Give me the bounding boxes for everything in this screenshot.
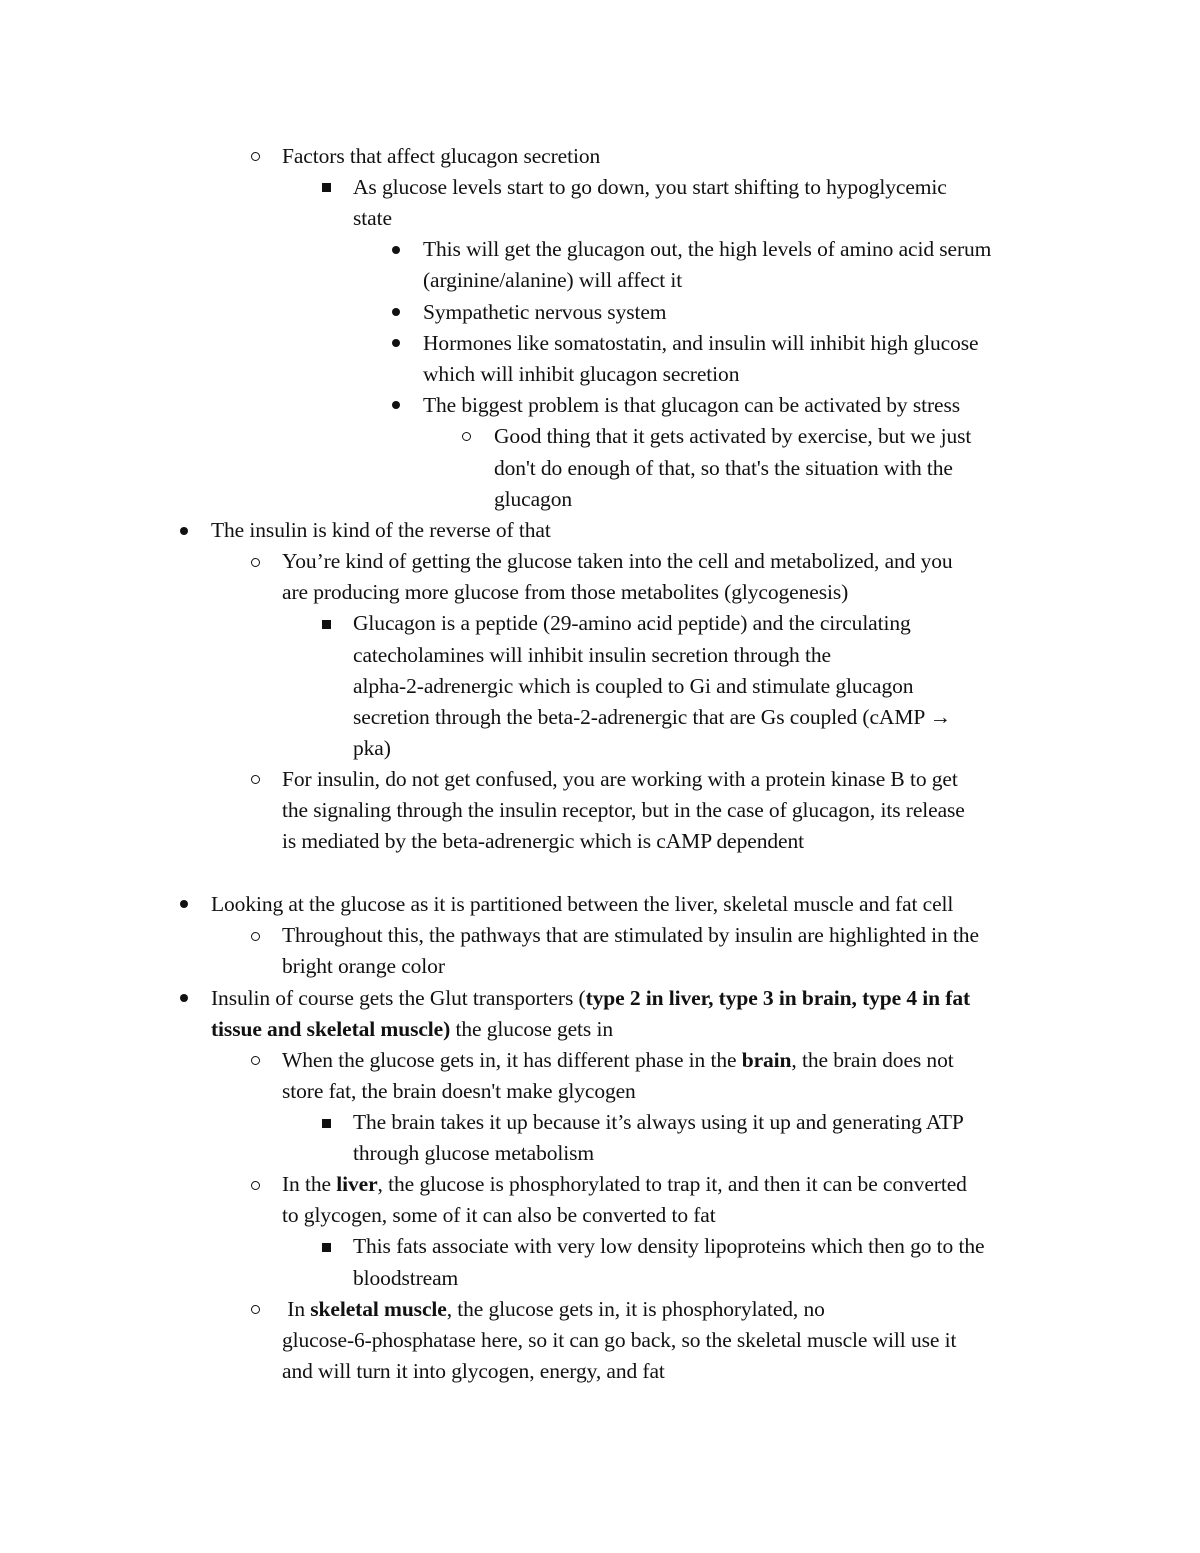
text-line: This fats associate with very low density lipoproteins which then go to the — [353, 1234, 985, 1258]
square-bullet-icon — [322, 1243, 331, 1252]
text-line: The insulin is kind of the reverse of that — [211, 518, 551, 542]
text-line: is mediated by the beta-adrenergic which is cAMP dependent — [282, 829, 804, 853]
text-line: When the glucose gets in, it has different phase in the brain, the brain does not — [282, 1048, 954, 1072]
text-line: glucagon — [494, 487, 573, 511]
text-line: to glycogen, some of it can also be converted to fat — [282, 1203, 716, 1227]
text-line: The brain takes it up because it’s always using it up and generating ATP — [353, 1110, 964, 1134]
circle-bullet-icon — [251, 558, 260, 567]
square-bullet-icon — [322, 620, 331, 629]
circle-bullet-icon — [251, 775, 260, 784]
text-line: glucose-6-phosphatase here, so it can go back, so the skeletal muscle will use it — [282, 1328, 957, 1352]
text-line: bright orange color — [282, 954, 445, 978]
text-line: Insulin of course gets the Glut transporters (type 2 in liver, type 3 in brain, type 4 in fat — [211, 986, 971, 1010]
text-line: and will turn it into glycogen, energy, and fat — [282, 1359, 665, 1383]
text-line: Good thing that it gets activated by exercise, but we just — [494, 424, 972, 448]
disc-bullet-icon — [180, 900, 188, 908]
text-line: Glucagon is a peptide (29-amino acid peptide) and the circulating — [353, 611, 911, 635]
circle-bullet-icon — [251, 932, 260, 941]
text-line: secretion through the beta-2-adrenergic that are Gs coupled (cAMP → — [353, 705, 952, 729]
text-line: In skeletal muscle, the glucose gets in, it is phosphorylated, no — [282, 1297, 825, 1321]
text-line: alpha-2-adrenergic which is coupled to Gi and stimulate glucagon — [353, 674, 914, 698]
text-line: state — [353, 206, 392, 230]
text-line: bloodstream — [353, 1266, 459, 1290]
text-line: As glucose levels start to go down, you start shifting to hypoglycemic — [353, 175, 947, 199]
circle-bullet-icon — [462, 432, 471, 441]
text-line: Factors that affect glucagon secretion — [282, 144, 601, 168]
square-bullet-icon — [322, 183, 331, 192]
text-line: the signaling through the insulin receptor, but in the case of glucagon, its release — [282, 798, 965, 822]
text-line: You’re kind of getting the glucose taken into the cell and metabolized, and you — [282, 549, 953, 573]
disc-bullet-icon — [180, 527, 188, 535]
text-line: are producing more glucose from those metabolites (glycogenesis) — [282, 580, 849, 604]
text-line: This will get the glucagon out, the high levels of amino acid serum — [423, 237, 992, 261]
text-line: The biggest problem is that glucagon can be activated by stress — [423, 393, 961, 417]
text-line: In the liver, the glucose is phosphorylated to trap it, and then it can be converted — [282, 1172, 967, 1196]
circle-bullet-icon — [251, 1305, 260, 1314]
text-line: Hormones like somatostatin, and insulin will inhibit high glucose — [423, 331, 979, 355]
text-line: store fat, the brain doesn't make glycogen — [282, 1079, 636, 1103]
text-line: Looking at the glucose as it is partitioned between the liver, skeletal muscle and fat cell — [211, 892, 954, 916]
disc-bullet-icon — [392, 339, 400, 347]
circle-bullet-icon — [251, 1181, 260, 1190]
text-line: Throughout this, the pathways that are stimulated by insulin are highlighted in the — [282, 923, 979, 947]
text-line: Sympathetic nervous system — [423, 300, 667, 324]
disc-bullet-icon — [392, 308, 400, 316]
text-line: (arginine/alanine) will affect it — [423, 268, 683, 292]
text-line: pka) — [353, 736, 391, 760]
text-line: which will inhibit glucagon secretion — [423, 362, 740, 386]
circle-bullet-icon — [251, 152, 260, 161]
text-line: don't do enough of that, so that's the situation with the — [494, 456, 953, 480]
text-line: tissue and skeletal muscle) the glucose gets in — [211, 1017, 613, 1041]
disc-bullet-icon — [180, 994, 188, 1002]
disc-bullet-icon — [392, 401, 400, 409]
disc-bullet-icon — [392, 246, 400, 254]
circle-bullet-icon — [251, 1056, 260, 1065]
text-line: through glucose metabolism — [353, 1141, 595, 1165]
text-line: catecholamines will inhibit insulin secretion through the — [353, 643, 831, 667]
text-line: For insulin, do not get confused, you are working with a protein kinase B to get — [282, 767, 958, 791]
square-bullet-icon — [322, 1119, 331, 1128]
